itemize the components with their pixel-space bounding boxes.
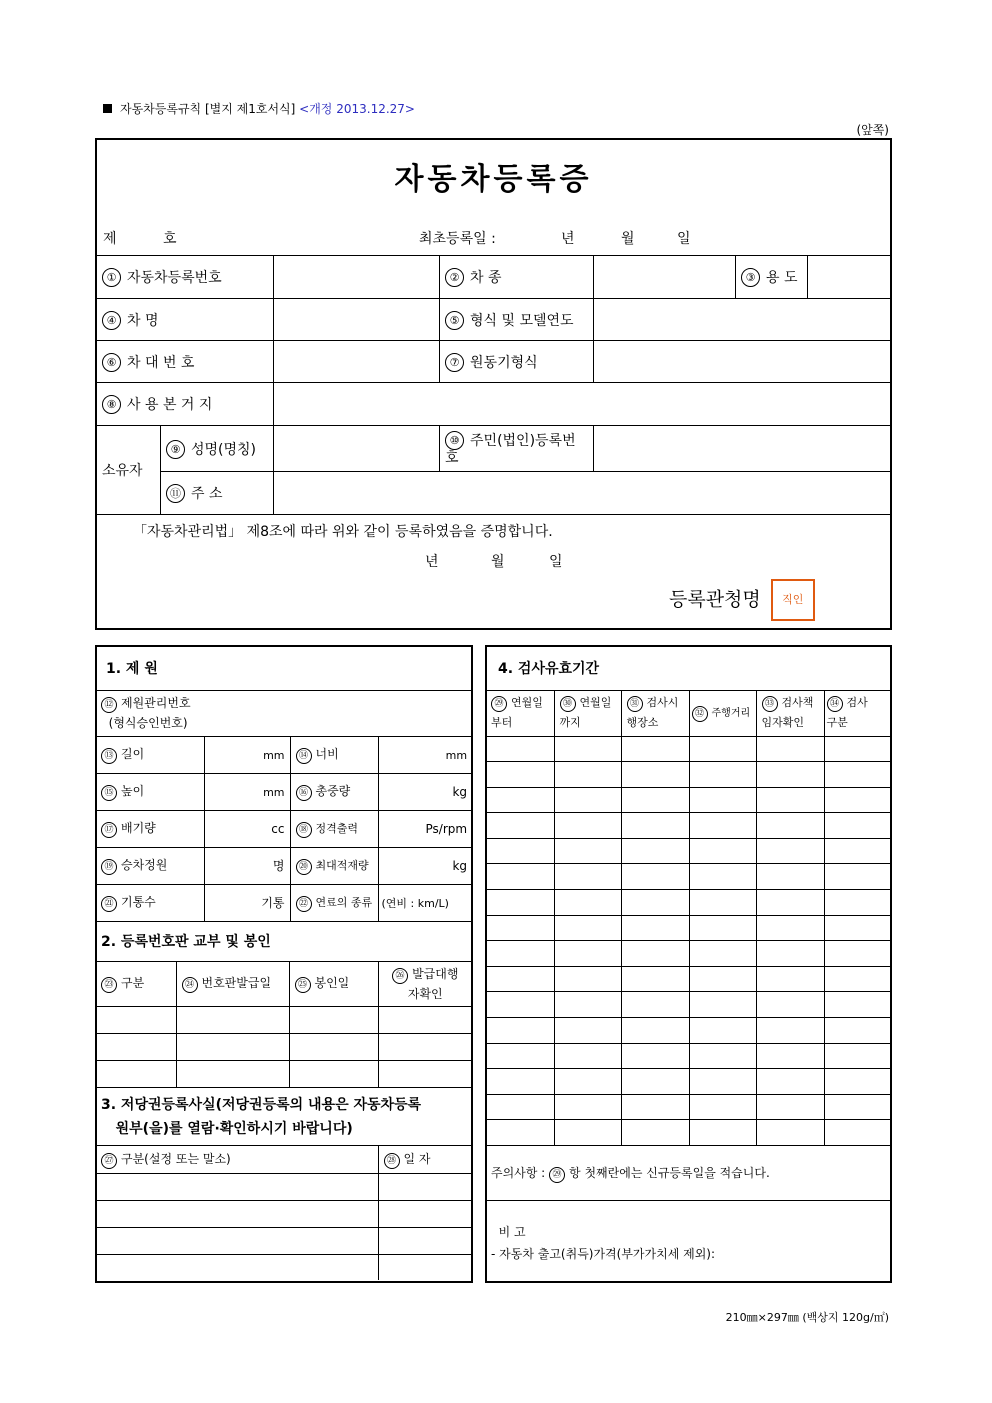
spec-row-4: ⑲ 승차정원 명 ⑳ 최대적재량 kg <box>96 847 472 884</box>
inspection-cell[interactable] <box>756 813 824 839</box>
inspection-row <box>486 813 891 839</box>
inspection-cell[interactable] <box>689 787 756 813</box>
label-registration-number: ① 자동차등록번호 <box>97 256 274 299</box>
inspection-cell[interactable] <box>824 1043 891 1069</box>
inspection-rows <box>486 736 891 1146</box>
inspection-cell[interactable] <box>689 1120 756 1146</box>
certificate-number-row <box>97 210 890 255</box>
mortgage-row <box>96 1254 472 1280</box>
inspection-row <box>486 762 891 788</box>
inspection-section-title: 4. 검사유효기간 <box>486 646 891 690</box>
plate-title-row <box>96 921 472 961</box>
cert-day: 일 <box>549 554 563 570</box>
inspection-cell[interactable] <box>621 864 689 890</box>
inspection-cell[interactable] <box>689 762 756 788</box>
mortgage-title-row <box>96 1088 472 1146</box>
inspection-cell[interactable] <box>824 762 891 788</box>
inspection-row <box>486 838 891 864</box>
paper-size-note: 210㎜×297㎜ (백상지 120g/㎡) <box>725 1311 889 1324</box>
plate-section-title: 2. 등록번호판 교부 및 봉인 <box>96 921 472 961</box>
inspection-cell[interactable] <box>621 838 689 864</box>
inspection-cell[interactable] <box>689 1069 756 1095</box>
label-base-location: ⑧ 사 용 본 거 지 <box>97 383 274 426</box>
inspection-cell[interactable] <box>824 1018 891 1044</box>
mortgage-row <box>96 1227 472 1254</box>
inspection-row <box>486 941 891 967</box>
first-registration-label: 최초등록일 : <box>419 231 496 247</box>
mortgage-header-row: ㉗ 구분(설정 또는 말소) ㉘ 일 자 <box>96 1146 472 1173</box>
revision-date: <개정 2013.12.27> <box>299 102 415 116</box>
inspection-cell[interactable] <box>689 966 756 992</box>
inspection-cell[interactable] <box>621 762 689 788</box>
inspection-cell[interactable] <box>486 787 554 813</box>
spec-row-1: ⑬ 길이 mm ⑭ 너비 mm <box>96 736 472 773</box>
label-chassis-number: ⑥ 차 대 번 호 <box>97 341 274 383</box>
row-chassis-number <box>97 341 892 383</box>
inspection-row <box>486 915 891 941</box>
authority-line <box>669 579 815 621</box>
authority-name: 등록관청명 <box>669 588 761 611</box>
inspection-cell[interactable] <box>621 890 689 916</box>
mortgage-row <box>96 1200 472 1227</box>
inspection-cell[interactable] <box>689 838 756 864</box>
inspection-cell[interactable] <box>621 1018 689 1044</box>
inspection-header-row: ㉙ 연월일 부터 ㉚ 연월일 까지 ㉛ 검사시 행장소 ㉜ 주행거리 ㉝ 검사책 임자확인 ㉞ 검사 구분 <box>486 690 891 736</box>
inspection-cell[interactable] <box>824 787 891 813</box>
inspection-cell[interactable] <box>756 864 824 890</box>
inspection-cell[interactable] <box>554 941 621 967</box>
row-owner-name <box>97 426 892 472</box>
inspection-cell[interactable] <box>756 992 824 1018</box>
inspection-cell[interactable] <box>554 890 621 916</box>
mortgage-row <box>96 1173 472 1200</box>
inspection-cell[interactable] <box>486 1018 554 1044</box>
inspection-note: 주의사항 : ㉙ 항 첫째란에는 신규등록일을 적습니다. <box>486 1146 891 1201</box>
inspection-cell[interactable] <box>621 1069 689 1095</box>
inspection-cell[interactable] <box>621 1094 689 1120</box>
label-resident-number: ⑩ 주민(법인)등록번호 <box>440 426 594 472</box>
remarks: 비 고 - 자동차 출고(취득)가격(부가가치세 제외): <box>486 1201 891 1284</box>
inspection-cell[interactable] <box>689 736 756 762</box>
inspection-cell[interactable] <box>554 736 621 762</box>
inspection-cell[interactable] <box>554 915 621 941</box>
inspection-cell[interactable] <box>554 787 621 813</box>
inspection-row <box>486 1094 891 1120</box>
inspection-cell[interactable] <box>689 1043 756 1069</box>
official-seal-stamp: 직인 <box>771 579 815 621</box>
spec-management-number: ⑫ 제원관리번호 (형식승인번호) <box>96 690 472 736</box>
spec-row-3: ⑰ 배기량 cc ⑱ 정격출력 Ps/rpm <box>96 810 472 847</box>
inspection-cell[interactable] <box>554 1069 621 1095</box>
inspection-cell[interactable] <box>554 966 621 992</box>
spec-management-row <box>96 690 472 736</box>
inspection-cell[interactable] <box>756 838 824 864</box>
row-owner-address <box>97 472 892 515</box>
inspection-cell[interactable] <box>486 864 554 890</box>
inspection-cell[interactable] <box>486 941 554 967</box>
inspection-cell[interactable] <box>554 762 621 788</box>
inspection-cell[interactable] <box>756 1043 824 1069</box>
inspection-cell[interactable] <box>486 762 554 788</box>
row-vehicle-name <box>97 299 892 341</box>
inspection-cell[interactable] <box>824 864 891 890</box>
row-registration-number <box>97 256 892 299</box>
plate-header-row: ㉓ 구분 ㉔ 번호판발급일 ㉕ 봉인일 ㉖ 발급대행 자확인 <box>96 962 472 1007</box>
inspection-row <box>486 992 891 1018</box>
inspection-cell[interactable] <box>824 941 891 967</box>
plate-row <box>96 1061 472 1088</box>
vehicle-info-table <box>96 255 892 515</box>
form-reference: 자동차등록규칙 [별지 제1호서식] <box>120 102 296 116</box>
label-model-year: ⑤ 형식 및 모델연도 <box>440 299 594 341</box>
plate-row <box>96 1034 472 1061</box>
value-vehicle-type[interactable] <box>594 256 736 299</box>
value-address[interactable] <box>274 472 892 515</box>
inspection-cell[interactable] <box>689 813 756 839</box>
spec-title-row <box>96 646 472 690</box>
value-engine-type[interactable] <box>594 341 892 383</box>
inspection-cell[interactable] <box>689 915 756 941</box>
inspection-cell[interactable] <box>824 838 891 864</box>
no-suffix: 호 <box>163 231 177 247</box>
label-usage: ③ 용 도 <box>736 256 808 299</box>
plate-row <box>96 1007 472 1034</box>
inspection-cell[interactable] <box>621 915 689 941</box>
inspection-cell[interactable] <box>824 915 891 941</box>
inspection-cell[interactable] <box>621 787 689 813</box>
inspection-cell[interactable] <box>824 966 891 992</box>
inspection-cell[interactable] <box>689 864 756 890</box>
inspection-cell[interactable] <box>756 736 824 762</box>
no-label: 제 <box>103 231 117 247</box>
inspection-cell[interactable] <box>486 813 554 839</box>
certification-block <box>97 515 890 629</box>
inspection-cell[interactable] <box>756 1120 824 1146</box>
value-resident-number[interactable] <box>594 426 892 472</box>
spec-section-title: 1. 제 원 <box>96 646 472 690</box>
inspection-cell[interactable] <box>554 813 621 839</box>
inspection-row <box>486 890 891 916</box>
inspection-cell[interactable] <box>554 864 621 890</box>
inspection-cell[interactable] <box>554 992 621 1018</box>
first-reg-year: 년 <box>561 231 575 247</box>
inspection-cell[interactable] <box>824 992 891 1018</box>
page-side-label: (앞쪽) <box>856 123 889 137</box>
inspection-cell[interactable] <box>486 915 554 941</box>
inspection-cell[interactable] <box>621 736 689 762</box>
inspection-row <box>486 736 891 762</box>
label-owner-name: ⑨ 성명(명칭) <box>161 426 274 472</box>
label-vehicle-name: ④ 차 명 <box>97 299 274 341</box>
inspection-cell[interactable] <box>486 1069 554 1095</box>
inspection-cell[interactable] <box>756 941 824 967</box>
inspection-cell[interactable] <box>486 736 554 762</box>
inspection-cell[interactable] <box>554 1018 621 1044</box>
value-chassis-number[interactable] <box>274 341 440 383</box>
inspection-cell[interactable] <box>824 736 891 762</box>
inspection-cell[interactable] <box>689 890 756 916</box>
inspection-cell[interactable] <box>756 1069 824 1095</box>
owner-label: 소유자 <box>97 426 161 515</box>
plate-table <box>96 962 472 1147</box>
inspection-cell[interactable] <box>756 762 824 788</box>
inspection-row <box>486 1043 891 1069</box>
value-vehicle-name[interactable] <box>274 299 440 341</box>
inspection-cell[interactable] <box>621 1120 689 1146</box>
inspection-row <box>486 1069 891 1095</box>
value-model-year[interactable] <box>594 299 892 341</box>
value-usage[interactable] <box>808 256 892 299</box>
inspection-cell[interactable] <box>554 838 621 864</box>
inspection-cell[interactable] <box>621 966 689 992</box>
inspection-cell[interactable] <box>824 813 891 839</box>
value-base-location[interactable] <box>274 383 892 426</box>
cert-year: 년 <box>425 554 439 570</box>
inspection-note-row <box>486 1146 891 1201</box>
first-reg-month: 월 <box>621 231 635 247</box>
inspection-cell[interactable] <box>756 890 824 916</box>
spec-table <box>96 646 472 962</box>
inspection-cell[interactable] <box>554 1120 621 1146</box>
certification-statement: 「자동차관리법」 제8조에 따라 위와 같이 등록하였음을 증명합니다. <box>133 524 553 540</box>
inspection-cell[interactable] <box>486 1094 554 1120</box>
registration-certificate <box>95 138 892 630</box>
spec-row-5: ㉑ 기통수 기통 ㉒ 연료의 종류 (연비 : km/L) <box>96 884 472 921</box>
inspection-cell[interactable] <box>756 787 824 813</box>
inspection-cell[interactable] <box>756 1094 824 1120</box>
inspection-cell[interactable] <box>486 838 554 864</box>
inspection-cell[interactable] <box>824 890 891 916</box>
inspection-cell[interactable] <box>486 966 554 992</box>
certificate-title: 자동차등록증 <box>394 162 593 197</box>
inspection-row <box>486 864 891 890</box>
inspection-cell[interactable] <box>486 1120 554 1146</box>
inspection-cell[interactable] <box>621 813 689 839</box>
remarks-row <box>486 1201 891 1284</box>
inspection-cell[interactable] <box>689 992 756 1018</box>
inspection-title-row <box>486 646 891 690</box>
mortgage-section-title: 3. 저당권등록사실(저당권등록의 내용은 자동차등록 원부(을)를 열람·확인하시기 바랍니다) <box>96 1088 472 1146</box>
inspection-cell[interactable] <box>621 941 689 967</box>
label-address: ⑪ 주 소 <box>161 472 274 515</box>
inspection-cell[interactable] <box>486 992 554 1018</box>
inspection-row <box>486 787 891 813</box>
inspection-cell[interactable] <box>621 992 689 1018</box>
left-section <box>95 645 473 1283</box>
value-registration-number[interactable] <box>274 256 440 299</box>
inspection-cell[interactable] <box>621 1043 689 1069</box>
value-owner-name[interactable] <box>274 426 440 472</box>
label-vehicle-type: ② 차 종 <box>440 256 594 299</box>
inspection-cell[interactable] <box>824 1094 891 1120</box>
inspection-cell[interactable] <box>824 1069 891 1095</box>
row-base-location <box>97 383 892 426</box>
inspection-row <box>486 966 891 992</box>
label-engine-type: ⑦ 원동기형식 <box>440 341 594 383</box>
inspection-table <box>486 646 891 1284</box>
inspection-cell[interactable] <box>689 1018 756 1044</box>
inspection-cell[interactable] <box>756 1018 824 1044</box>
inspection-cell[interactable] <box>689 941 756 967</box>
cert-month: 월 <box>491 554 505 570</box>
inspection-cell[interactable] <box>554 1043 621 1069</box>
form-header <box>103 100 415 117</box>
inspection-cell[interactable] <box>486 890 554 916</box>
spec-row-2: ⑮ 높이 mm ⑯ 총중량 kg <box>96 773 472 810</box>
mortgage-table <box>96 1146 472 1280</box>
inspection-cell[interactable] <box>689 1094 756 1120</box>
right-section <box>485 645 892 1283</box>
inspection-row <box>486 1018 891 1044</box>
inspection-cell[interactable] <box>756 966 824 992</box>
first-reg-day: 일 <box>677 231 691 247</box>
inspection-cell[interactable] <box>756 915 824 941</box>
square-bullet-icon <box>103 104 112 113</box>
inspection-cell[interactable] <box>824 1120 891 1146</box>
inspection-row <box>486 1120 891 1146</box>
inspection-cell[interactable] <box>486 1043 554 1069</box>
inspection-cell[interactable] <box>554 1094 621 1120</box>
